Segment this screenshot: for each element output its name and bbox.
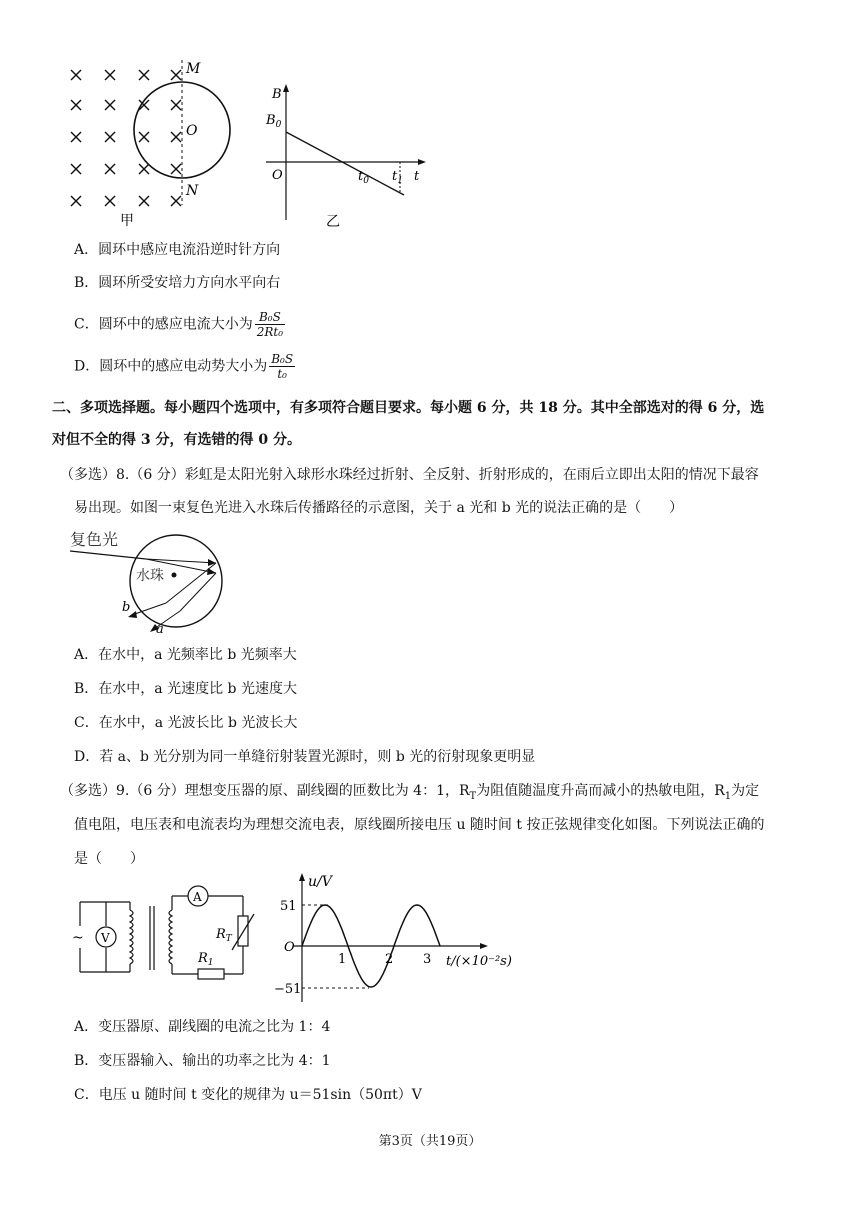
q9-option-b: B．变压器输入、输出的功率之比为 4：1 <box>74 1053 331 1069</box>
q8-option-b: B．在水中，a 光速度比 b 光速度大 <box>74 681 297 697</box>
q7-option-b: B．圆环所受安培力方向水平向右 <box>74 275 281 291</box>
label-composite-light: 复色光 <box>70 530 119 549</box>
q9-stem-line2: 值电阻，电压表和电流表均为理想交流电表，原线圈所接电压 u 随时间 t 按正弦规律变化如图。下列说法正确的 <box>74 817 765 833</box>
axis-t-label: t/(×10⁻²s) <box>446 954 512 969</box>
axis-t: t <box>414 169 420 184</box>
tick-3: 3 <box>423 952 432 967</box>
q8-option-a: A．在水中，a 光频率比 b 光频率大 <box>74 647 297 663</box>
figure-yi <box>262 80 432 230</box>
origin-label: O <box>284 940 295 955</box>
tick-1: 1 <box>338 952 347 967</box>
caption-jia: 甲 <box>120 213 134 229</box>
q8-stem-line2: 易出现。如图一束复色光进入水珠后传播路径的示意图，关于 a 光和 b 光的说法正确的是（ ） <box>74 500 684 516</box>
voltmeter-label: V <box>101 931 110 945</box>
u-t-chart <box>272 868 522 1008</box>
chart-axes <box>294 878 484 1002</box>
label-b0: $B_0$ <box>266 113 282 130</box>
label-a-light: a <box>156 622 164 635</box>
caption-yi: 乙 <box>326 214 340 230</box>
q9-stem-line1: （多选）9.（6 分）理想变压器的原、副线圈的匝数比为 4：1，$R_T$为阻值随温度升高而减小的热敏电阻，$R_1$为定 <box>60 783 760 802</box>
figure-water-drop <box>68 525 278 635</box>
label-m: M <box>186 61 201 77</box>
q8-option-c: C．在水中，a 光波长比 b 光波长大 <box>74 715 298 731</box>
tick-minus-51: −51 <box>274 982 302 997</box>
page-footer: 第3页（共19页） <box>378 1134 482 1149</box>
q9-option-a: A．变压器原、副线圈的电流之比为 1：4 <box>74 1019 331 1035</box>
label-water-drop: 水珠 <box>136 568 164 584</box>
figure-transformer-circuit <box>68 880 268 980</box>
section-heading-line1: 二、多项选择题。每小题四个选项中，有多项符合题目要求。每小题 6 分，共 18 分。其中全部选对的得 6 分，选 <box>52 400 765 416</box>
q7-option-c: C．圆环中的感应电流大小为 $\frac{\text{B₀S}}{\text{2Rt₀}}$ <box>74 310 284 339</box>
q8-option-d: D．若 a、b 光分别为同一单缝衍射装置光源时，则 b 光的衍射现象更明显 <box>74 749 536 765</box>
magnetic-field-crosses <box>71 70 181 206</box>
label-b-light: b <box>122 600 131 615</box>
label-n: N <box>186 183 199 199</box>
label-t1: $t_1$ <box>392 169 403 186</box>
q7-option-a: A．圆环中感应电流沿逆时针方向 <box>74 242 281 258</box>
b-t-line <box>286 132 404 195</box>
axis-u-label: u/V <box>308 874 332 890</box>
q8-stem-line1: （多选）8.（6 分）彩虹是太阳光射入球形水珠经过折射、全反射、折射形成的，在雨后立即出太阳的情况下最容 <box>60 467 759 483</box>
q7-option-d: D．圆环中的感应电动势大小为 $\frac{\text{B₀S}}{\text{t₀}}$ <box>74 352 294 381</box>
label-r1: $R_1$ <box>198 951 214 968</box>
tick-51: 51 <box>280 899 297 914</box>
ammeter-label: A <box>193 890 202 904</box>
label-o: O <box>186 123 198 139</box>
label-rt: $R_T$ <box>216 927 232 944</box>
label-origin: O <box>272 168 283 183</box>
section-heading-line2: 对但不全的得 3 分，有选错的得 0 分。 <box>52 432 301 448</box>
resistor-r1 <box>198 969 224 979</box>
label-t0: $t_0$ <box>358 169 369 186</box>
axis-b: B <box>272 87 282 102</box>
svg-text:~: ~ <box>72 930 84 946</box>
figure-jia <box>60 55 260 230</box>
q9-stem-line3: 是（ ） <box>74 851 144 867</box>
q9-option-c: C．电压 u 随时间 t 变化的规律为 u＝51sin（50πt）V <box>74 1087 422 1103</box>
tick-2: 2 <box>385 952 394 967</box>
